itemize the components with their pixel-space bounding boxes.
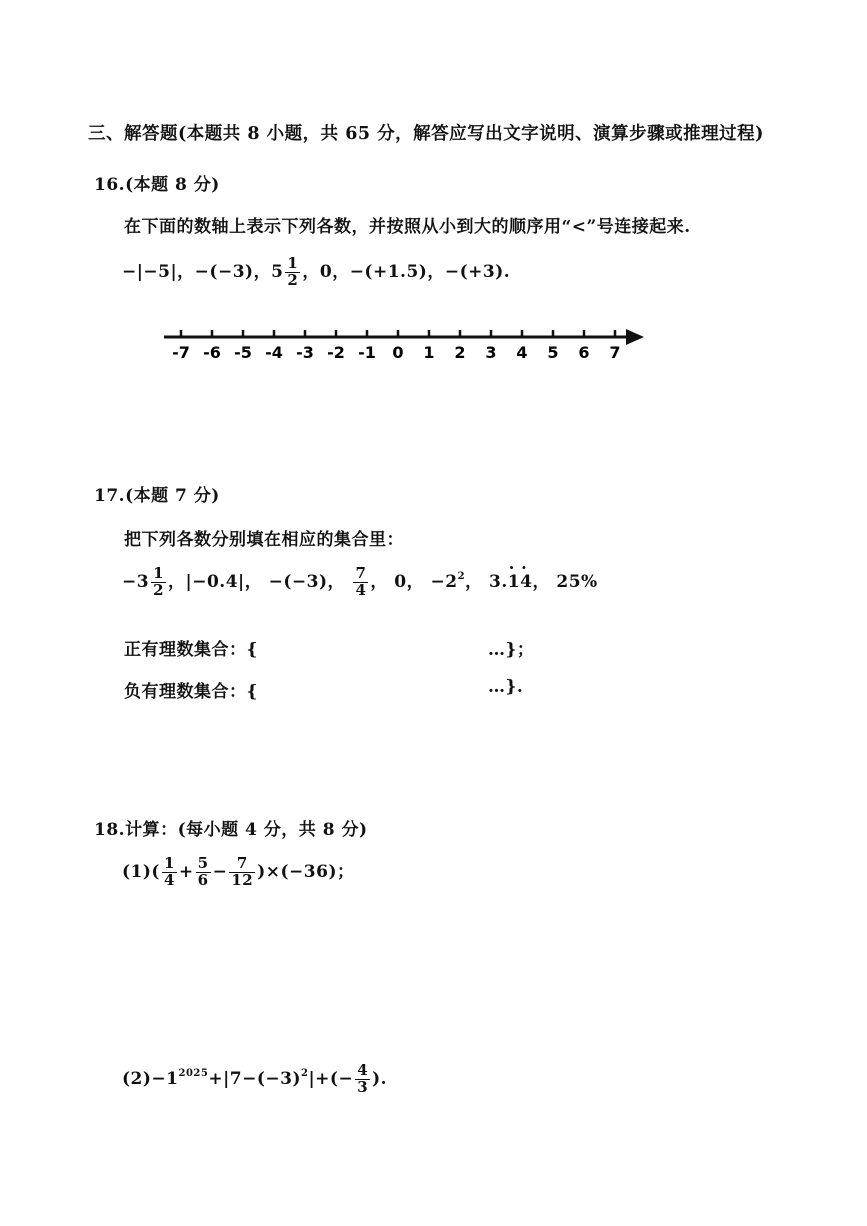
- positive-set-end: …}；: [488, 640, 535, 660]
- fraction-denominator: 4: [355, 580, 367, 599]
- exponent-2: 2: [301, 1067, 309, 1079]
- q17-num-e-suffix: ， 25%: [532, 571, 598, 592]
- number-line-tick-label: 2: [454, 343, 466, 362]
- fraction-numerator: 7: [355, 564, 367, 582]
- positive-set-label: 正有理数集合：{: [124, 640, 258, 660]
- number-line[interactable]: [150, 318, 660, 368]
- fraction-denominator: 2: [287, 270, 299, 289]
- negative-set-label: 负有理数集合：{: [124, 682, 258, 702]
- fraction-numerator: 5: [197, 854, 209, 872]
- number-line-tick-label: 6: [578, 343, 590, 362]
- number-line-tick-label: 5: [547, 343, 559, 362]
- q18-p1-prefix: (1)(: [122, 861, 160, 882]
- repeating-digit-2: · 4: [520, 572, 532, 592]
- fraction-denominator: 6: [197, 870, 209, 889]
- number-line-tick-label: -5: [234, 343, 252, 362]
- number-line-tick-label: -7: [172, 343, 190, 362]
- q18-p2-suffix: ).: [372, 1068, 388, 1089]
- q17-exponent: 2: [457, 570, 466, 582]
- section-heading: 三、解答题(本题共 8 小题，共 65 分，解答应写出文字说明、演算步骤或推理过程): [88, 124, 764, 144]
- number-line-tick-label: -4: [265, 343, 283, 362]
- fraction-numerator: 4: [357, 1061, 369, 1079]
- number-line-tick-label: 3: [485, 343, 497, 362]
- fraction-numerator: 1: [163, 854, 175, 872]
- q16-title: 16.(本题 8 分): [94, 175, 220, 195]
- number-line-tick-label: -1: [358, 343, 376, 362]
- number-line-ticks: [172, 330, 620, 362]
- q17-fraction-a: [151, 566, 166, 599]
- q18-p2-mid2: |+(−: [308, 1068, 354, 1089]
- q16-numbers-part2: ，0，−(+1.5)，−(+3).: [302, 261, 511, 282]
- q18-p2-mid: +|7−(−3): [208, 1068, 302, 1089]
- exponent-2025: 2025: [178, 1067, 209, 1079]
- number-line-tick-label: 0: [392, 343, 404, 362]
- number-line-arrow-icon: [626, 329, 644, 345]
- q16-numbers-part1: −|−5|，−(−3)，5: [122, 261, 284, 282]
- number-line-tick-label: -6: [203, 343, 221, 362]
- q18-title: 18.计算：(每小题 4 分，共 8 分): [94, 820, 368, 840]
- number-line-tick-label: -3: [296, 343, 314, 362]
- fraction-numerator: 1: [287, 254, 299, 272]
- fraction-numerator: 1: [153, 564, 165, 582]
- number-line-tick-label: -2: [327, 343, 345, 362]
- number-line-tick-label: 4: [516, 343, 528, 362]
- q16-numbers: [122, 256, 510, 289]
- q17-num-e-prefix: ， 3.: [465, 571, 508, 592]
- number-line-tick-label: 7: [609, 343, 621, 362]
- plus-sign: +: [178, 861, 194, 882]
- q18-part2: [122, 1063, 387, 1096]
- fraction-7-12: [229, 856, 255, 889]
- fraction-1-4: [162, 856, 177, 889]
- q17-instruction: 把下列各数分别填在相应的集合里：: [124, 530, 404, 550]
- negative-set-end: …}.: [488, 677, 524, 697]
- fraction-4-3: [355, 1063, 370, 1096]
- number-line-tick-label: 1: [423, 343, 435, 362]
- fraction-numerator: 7: [229, 856, 255, 873]
- q18-part1: [122, 856, 355, 889]
- fraction-5-6: [196, 856, 211, 889]
- q17-fraction-c: [353, 566, 368, 599]
- q17-num-b: ，|−0.4|， −(−3)，: [168, 571, 346, 592]
- q16-fraction: [285, 256, 300, 289]
- q17-numbers: [122, 566, 598, 599]
- repeating-digit-1: · 1: [508, 572, 520, 592]
- q17-num-a-prefix: −3: [122, 571, 150, 592]
- q17-num-d: ， 0， −2: [370, 571, 458, 592]
- fraction-denominator: 2: [153, 580, 165, 599]
- q17-title: 17.(本题 7 分): [94, 486, 220, 506]
- fraction-denominator: 4: [163, 870, 175, 889]
- minus-sign: −: [212, 861, 228, 882]
- q18-p1-suffix: )×(−36)；: [257, 861, 355, 882]
- fraction-denominator: 3: [357, 1077, 369, 1096]
- q16-instruction: 在下面的数轴上表示下列各数，并按照从小到大的顺序用“<”号连接起来.: [124, 217, 691, 237]
- fraction-denominator: 12: [231, 870, 254, 889]
- q18-p2-prefix: (2)−1: [122, 1068, 179, 1089]
